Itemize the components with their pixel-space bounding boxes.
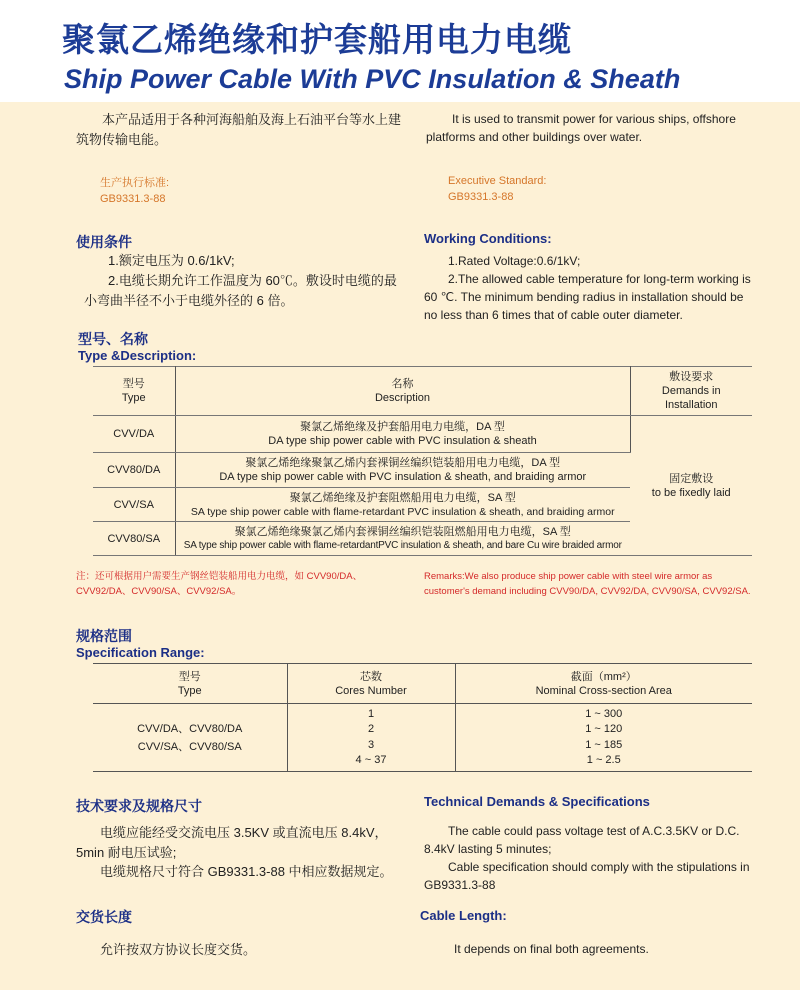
table-row: CVV/DA 聚氯乙烯绝缘及护套船用电力电缆，DA 型 DA type ship power cable with PVC insulation & sheath 固定敷设 to be fixedly laid: [93, 416, 752, 453]
table-header-row: [93, 367, 752, 416]
tech-en-2: Cable specification should comply with the stipulations in GB9331.3-88: [424, 860, 750, 892]
table-row: CVV/DA、CVV80/DA CVV/SA、CVV80/SA 1 2 3 4 ~ 37 1 ~ 300 1 ~ 120 1 ~ 185 1 ~ 2.5: [93, 704, 752, 772]
standard-cn-label: 生产执行标准:: [100, 177, 170, 189]
table-row: CVV80/DA 聚氯乙烯绝缘聚氯乙烯内套裸铜丝编织铠装船用电力电缆，DA 型 DA type ship power cable with PVC insulation & sheath, and braiding armor: [93, 453, 752, 488]
working-cn-2: 2.电缆长期允许工作温度为 60℃。敷设时电缆的最小弯曲半径不小于电缆外径的 6 倍。: [84, 273, 397, 308]
working-en-title: Working Conditions:: [424, 231, 552, 246]
standard-en-label: Executive Standard:: [448, 175, 547, 187]
table-row: CVV/SA 聚氯乙烯绝缘及护套阻燃船用电力电缆，SA 型 SA type ship power cable with flame-retardant PVC insulation & sheath, and braiding armor: [93, 488, 752, 522]
tech-en-title: Technical Demands & Specifications: [424, 794, 650, 809]
tech-cn-2: 电缆规格尺寸符合 GB9331.3-88 中相应数据规定。: [100, 864, 393, 879]
type-desc-cn-title: 型号、名称: [78, 331, 148, 347]
tech-cn-1: 电缆应能经受交流电压 3.5KV 或直流电压 8.4kV，5min 耐电压试验;: [76, 825, 388, 860]
spec-en-title: Specification Range:: [76, 645, 205, 660]
standard-en-value: GB9331.3-88: [448, 191, 514, 203]
spec-range-table: [93, 663, 752, 772]
type-description-table: [93, 366, 752, 556]
working-en-1: 1.Rated Voltage:0.6/1kV;: [448, 254, 581, 268]
remarks-cn: 注：还可根据用户需要生产钢丝铠装船用电力电缆，如 CVV90/DA、CVV92/DA、CVV90/SA、CVV92/SA。: [76, 571, 363, 597]
length-en: It depends on final both agreements.: [454, 942, 649, 956]
table-header-row: 型号 Type 芯数 Cores Number 截面（mm²） Nominal Cross-section Area: [93, 664, 752, 704]
type-desc-en-title: Type &Description:: [78, 348, 197, 363]
install-cell: 固定敷设 to be fixedly laid: [630, 416, 752, 556]
header-type: 型号 Type: [93, 367, 175, 416]
spec-cn-title: 规格范围: [76, 628, 132, 644]
length-cn: 允许按双方协议长度交货。: [100, 942, 257, 957]
length-cn-title: 交货长度: [76, 909, 132, 925]
working-en-2: 2.The allowed cable temperature for long-term working is 60 ℃. The minimum bending radius in installation should be no less than 6 times that of cable outer diameter.: [424, 272, 751, 322]
intro-en: It is used to transmit power for various ships, offshore platforms and other buildings over water.: [426, 112, 736, 144]
length-en-title: Cable Length:: [420, 908, 507, 923]
intro-cn: 本产品适用于各种河海船舶及海上石油平台等水上建筑物传输电能。: [76, 112, 402, 147]
standard-cn-value: GB9331.3-88: [100, 193, 166, 205]
working-cn-title: 使用条件: [76, 234, 132, 250]
working-cn-1: 1.额定电压为 0.6/1kV;: [108, 253, 235, 268]
remarks-en: Remarks:We also produce ship power cable with steel wire armor as customer's demand including CVV90/DA, CVV92/DA, CVV90/SA, CVV92/SA.: [424, 571, 751, 597]
title-en: Ship Power Cable With PVC Insulation & Sheath: [64, 64, 681, 94]
table-row: CVV80/SA 聚氯乙烯绝缘聚氯乙烯内套裸铜丝编织铠装阻燃船用电力电缆，SA 型 SA type ship power cable with flame-retardantPVC insulation & sheath, and bare Cu wire braided armor: [93, 522, 752, 556]
tech-cn-title: 技术要求及规格尺寸: [76, 798, 202, 814]
header-description: 名称 Description: [175, 367, 630, 416]
title-cn: 聚氯乙烯绝缘和护套船用电力电缆: [62, 20, 572, 59]
tech-en-1: The cable could pass voltage test of A.C.3.5KV or D.C. 8.4kV lasting 5 minutes;: [424, 824, 740, 856]
header-install: 敷设要求 Demands in Installation: [630, 367, 752, 416]
